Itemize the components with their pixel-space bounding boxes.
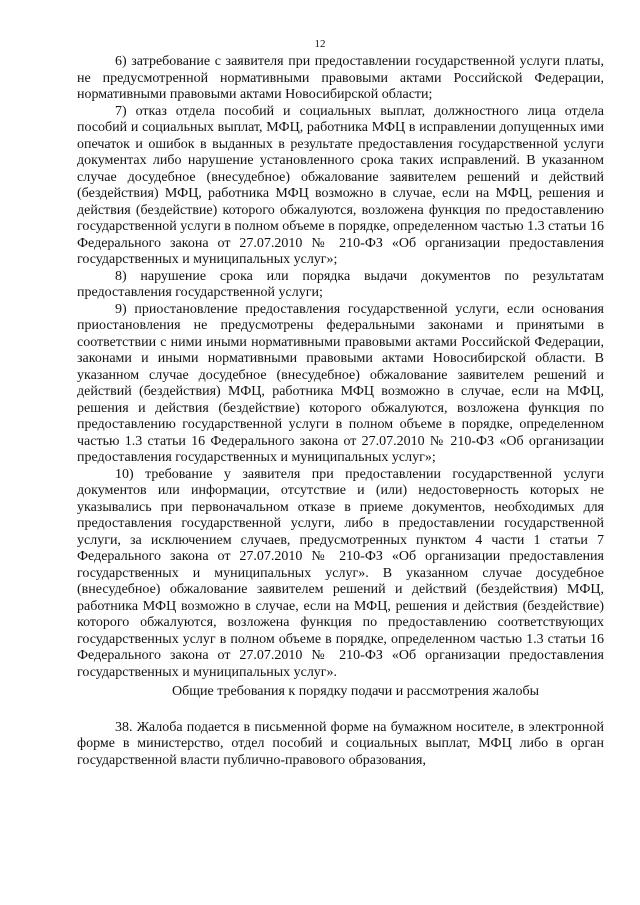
paragraph-item-7: 7) отказ отдела пособий и социальных выплат, должностного лица отдела пособий и социальных выплат, МФЦ, работника МФЦ в исправлении допущенных ими опечаток и ошибок в выданных в результате предоставления государственной услуги документах либо нарушение установленного срока таких исправлений. В указанном случае досудебное (внесудебное) обжалование заявителем решений и действий (бездействия) МФЦ, работника МФЦ возможно в случае, если на МФЦ, решения и действия (бездействие) которого обжалуются, возложена функция по предоставлению государственной услуги в полном объеме в порядке, определенном частью 1.3 статьи 16 Федерального закона от 27.07.2010 № 210-ФЗ «Об организации предоставления государственных и муниципальных услуг»;	[77, 103, 604, 267]
paragraph-item-8: 8) нарушение срока или порядка выдачи документов по результатам предоставления государственной услуги;	[77, 268, 604, 300]
paragraph-item-38: 38. Жалоба подается в письменной форме на бумажном носителе, в электронной форме в министерство, отдел пособий и социальных выплат, МФЦ либо в орган государственной власти публично-правового образования,	[77, 719, 604, 768]
document-body	[77, 54, 604, 769]
section-heading: Общие требования к порядку подачи и рассмотрения жалобы	[171, 684, 540, 699]
paragraph-item-9: 9) приостановление предоставления государственной услуги, если основания приостановления не предусмотрены федеральными законами и принятыми в соответствии с ними иными нормативными правовыми актами Российской Федерации, законами и иными нормативными правовыми актами Новосибирской области. В указанном случае досудебное (внесудебное) обжалование заявителем решений и действий (бездействия) МФЦ, работника МФЦ возможно в случае, если на МФЦ, решения и действия (бездействие) которого обжалуются, возложена функция по предоставлению государственной услуги в полном объеме в порядке, определенном частью 1.3 статьи 16 Федерального закона от 27.07.2010 № 210-ФЗ «Об организации предоставления государственных и муниципальных услуг»;	[77, 301, 604, 465]
paragraph-item-10: 10) требование у заявителя при предоставлении государственной услуги документов или информации, отсутствие и (или) недостоверность которых не указывались при первоначальном отказе в приеме документов, необходимых для предоставления государственной услуги, либо в предоставлении государственной услуги, за исключением случаев, предусмотренных пунктом 4 части 1 статьи 7 Федерального закона от 27.07.2010 № 210-ФЗ «Об организации предоставления государственных и муниципальных услуг». В указанном случае досудебное (внесудебное) обжалование заявителем решений и действий (бездействия) МФЦ, работника МФЦ возможно в случае, если на МФЦ, решения и действия (бездействие) которого обжалуются, возложена функция по предоставлению соответствующих государственных услуг в полном объеме в порядке, определенном частью 1.3 статьи 16 Федерального закона от 27.07.2010 № 210-ФЗ «Об организации предоставления государственных и муниципальных услуг».	[77, 466, 604, 680]
page-number: 12	[314, 38, 326, 50]
paragraph-item-6: 6) затребование с заявителя при предоставлении государственной услуги платы, не предусмотренной нормативными правовыми актами Российской Федерации, нормативными правовыми актами Новосибирской области;	[77, 54, 604, 102]
